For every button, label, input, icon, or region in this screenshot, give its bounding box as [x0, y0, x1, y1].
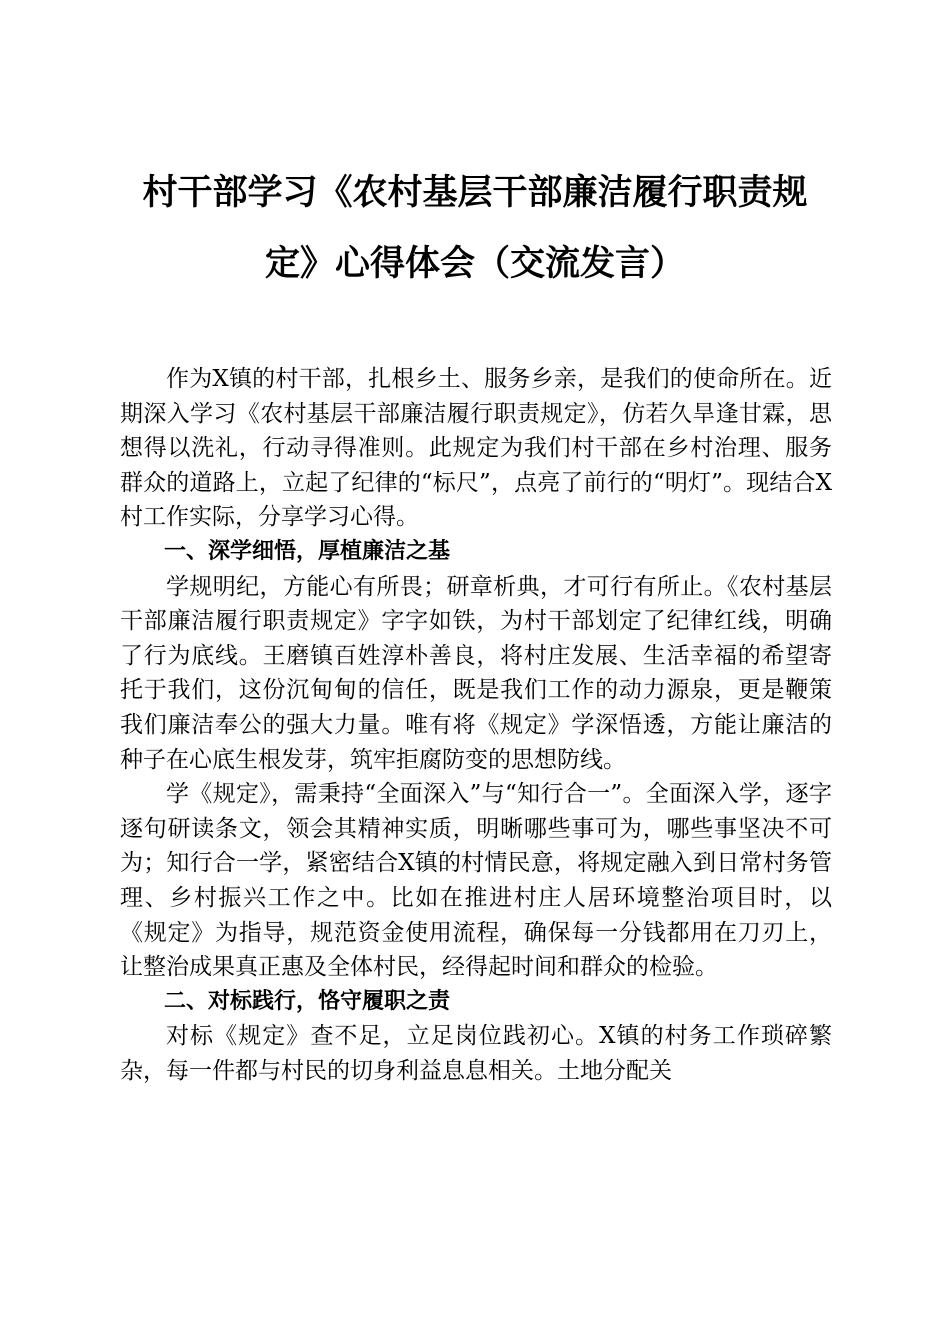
- paragraph-intro: 作为X镇的村干部，扎根乡土、服务乡亲，是我们的使命所在。近期深入学习《农村基层干部廉洁履行职责规定》，仿若久旱逢甘霖，思想得以洗礼，行动寻得准则。此规定为我们村干部在乡村治理、服务群众的道路上，立起了纪律的“标尺”，点亮了前行的“明灯”。现结合X村工作实际，分享学习心得。: [120, 366, 832, 531]
- paragraph-section1-b: 学《规定》，需秉持“全面深入”与“知行合一”。全面深入学，逐字逐句研读条文，领会其精神实质，明晰哪些事可为，哪些事坚决不可为；知行合一学，紧密结合X镇的村情民意，将规定融入到日常村务管理、乡村振兴工作之中。比如在推进村庄人居环境整治项目时，以《规定》为指导，规范资金使用流程，确保每一分钱都用在刀刃上，让整治成果真正惠及全体村民，经得起时间和群众的检验。: [120, 781, 832, 981]
- section-heading-2: 二、对标践行，恪守履职之责: [164, 988, 451, 1014]
- paragraph-section2-a: 对标《规定》查不足，立足岗位践初心。X镇的村务工作琐碎繁杂，每一件都与村民的切身利益息息相关。土地分配关: [120, 1023, 832, 1084]
- document-title-line-1: 村干部学习《农村基层干部廉洁履行职责规: [142, 172, 808, 213]
- document-title-line-2: 定》心得体会（交流发言）: [264, 243, 685, 284]
- section-heading-1: 一、深学细悟，厚植廉洁之基: [164, 538, 451, 564]
- paragraph-section1-a: 学规明纪，方能心有所畏；研章析典，才可行有所止。《农村基层干部廉洁履行职责规定》字字如铁，为村干部划定了纪律红线，明确了行为底线。王磨镇百姓淳朴善良，将村庄发展、生活幸福的希望寄托于我们，这份沉甸甸的信任，既是我们工作的动力源泉，更是鞭策我们廉洁奉公的强大力量。唯有将《规定》学深悟透，方能让廉洁的种子在心底生根发芽，筑牢拒腐防变的思想防线。: [120, 573, 832, 773]
- document-body: [120, 362, 832, 1088]
